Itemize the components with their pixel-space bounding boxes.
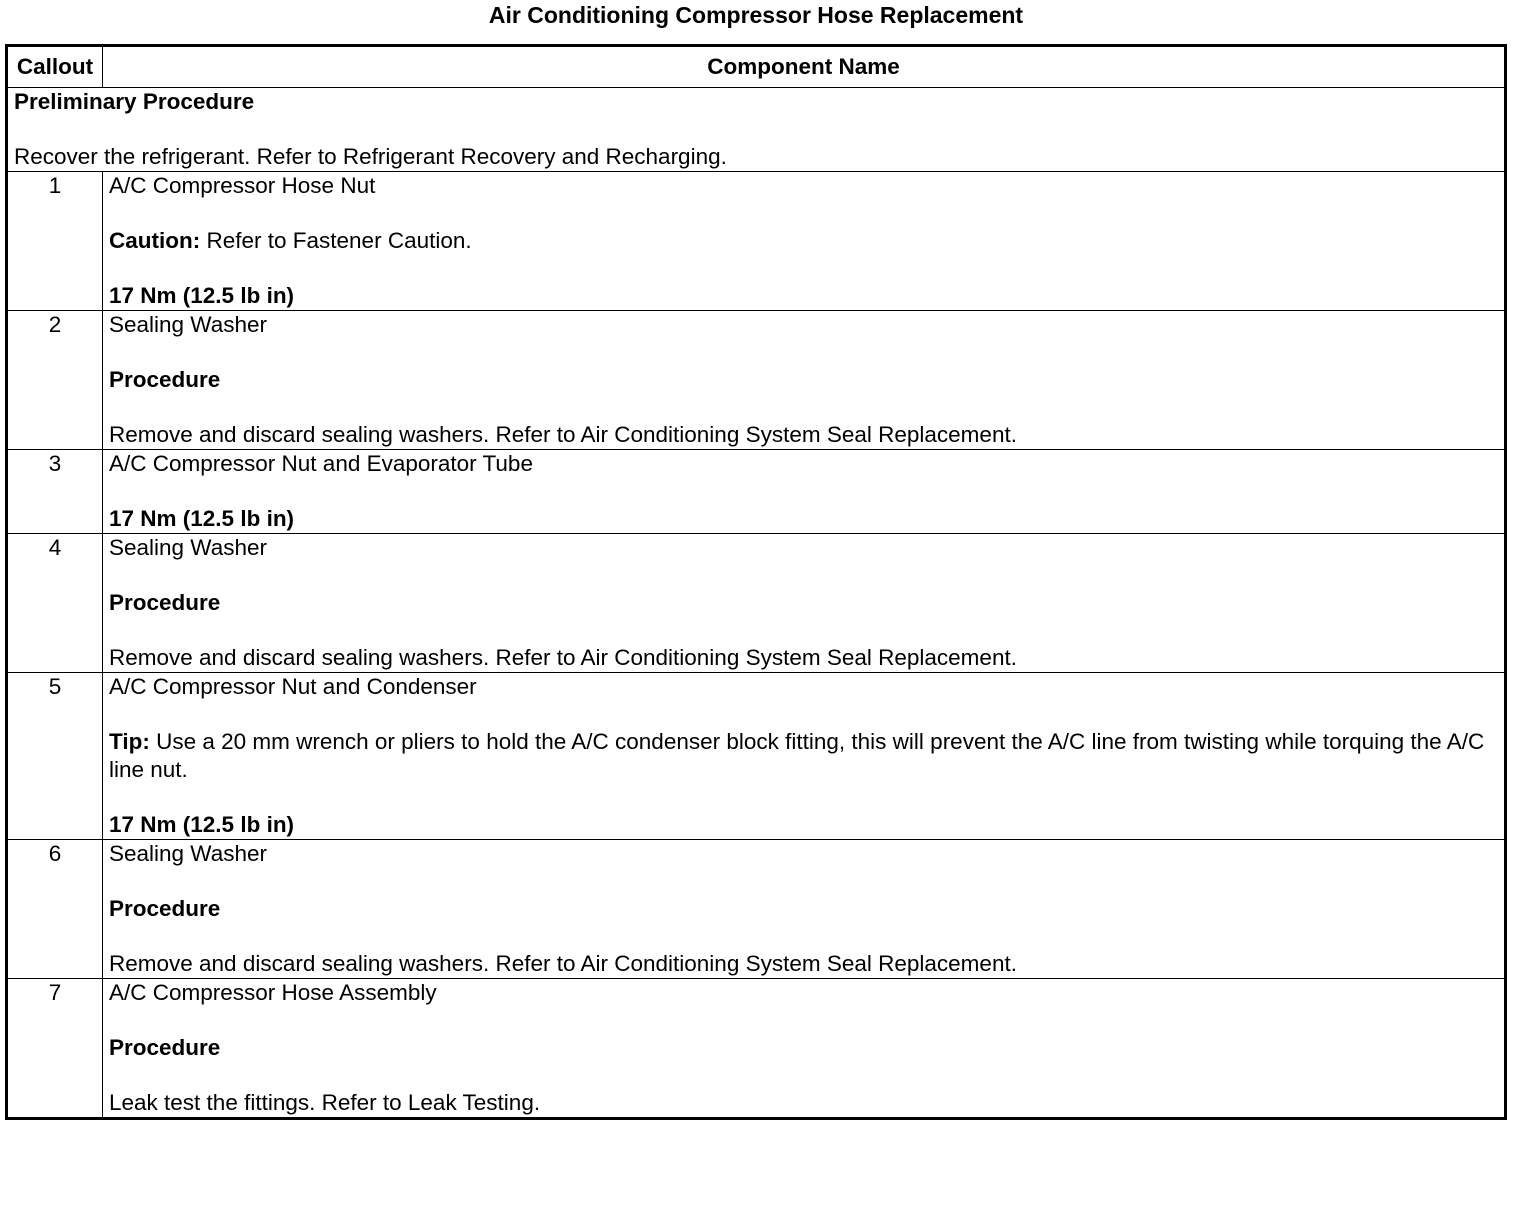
preliminary-procedure-text: Recover the refrigerant. Refer to Refrigerant Recovery and Recharging. bbox=[14, 144, 727, 169]
callout-number: 3 bbox=[7, 450, 103, 534]
component-cell bbox=[103, 979, 1506, 1119]
procedure-label: Procedure bbox=[109, 590, 221, 615]
table-row bbox=[7, 673, 1506, 840]
component-cell bbox=[103, 311, 1506, 450]
procedure-text: Remove and discard sealing washers. Refer to Air Conditioning System Seal Replacement. bbox=[109, 951, 1017, 976]
procedure-table bbox=[5, 44, 1507, 1120]
table-row bbox=[7, 534, 1506, 673]
callout-number: 2 bbox=[7, 311, 103, 450]
caution-note bbox=[109, 227, 1498, 255]
caution-label: Caution: bbox=[109, 228, 201, 253]
procedure-text: Remove and discard sealing washers. Refer to Air Conditioning System Seal Replacement. bbox=[109, 645, 1017, 670]
component-name: Sealing Washer bbox=[109, 841, 267, 866]
callout-number: 1 bbox=[7, 172, 103, 311]
preliminary-procedure-row bbox=[7, 88, 1506, 172]
component-name-column-header: Component Name bbox=[103, 46, 1506, 88]
torque-spec: 17 Nm (12.5 lb in) bbox=[109, 283, 295, 308]
tip-text: Use a 20 mm wrench or pliers to hold the A/C condenser block fitting, this will prevent the A/C line from twisting while torquing the A/C line nut. bbox=[109, 729, 1485, 782]
torque-spec: 17 Nm (12.5 lb in) bbox=[109, 812, 295, 837]
component-name: A/C Compressor Nut and Condenser bbox=[109, 674, 477, 699]
procedure-text: Leak test the fittings. Refer to Leak Testing. bbox=[109, 1090, 541, 1115]
table-row bbox=[7, 979, 1506, 1119]
procedure-label: Procedure bbox=[109, 896, 221, 921]
caution-text: Refer to Fastener Caution. bbox=[200, 228, 472, 253]
component-name: Sealing Washer bbox=[109, 312, 267, 337]
table-row bbox=[7, 172, 1506, 311]
component-cell bbox=[103, 840, 1506, 979]
table-header-row bbox=[7, 46, 1506, 88]
component-cell bbox=[103, 534, 1506, 673]
component-cell bbox=[103, 172, 1506, 311]
table-row bbox=[7, 450, 1506, 534]
callout-number: 5 bbox=[7, 673, 103, 840]
callout-column-header: Callout bbox=[7, 46, 103, 88]
tip-label: Tip: bbox=[109, 729, 150, 754]
page-title: Air Conditioning Compressor Hose Replacement bbox=[488, 2, 1024, 28]
component-name: A/C Compressor Hose Nut bbox=[109, 173, 376, 198]
callout-number: 6 bbox=[7, 840, 103, 979]
component-name: A/C Compressor Hose Assembly bbox=[109, 980, 437, 1005]
procedure-label: Procedure bbox=[109, 367, 221, 392]
tip-note bbox=[109, 728, 1498, 784]
component-cell bbox=[103, 673, 1506, 840]
callout-number: 4 bbox=[7, 534, 103, 673]
component-name: Sealing Washer bbox=[109, 535, 267, 560]
component-name: A/C Compressor Nut and Evaporator Tube bbox=[109, 451, 533, 476]
preliminary-procedure-heading: Preliminary Procedure bbox=[14, 89, 255, 114]
procedure-text: Remove and discard sealing washers. Refer to Air Conditioning System Seal Replacement. bbox=[109, 422, 1017, 447]
torque-spec: 17 Nm (12.5 lb in) bbox=[109, 506, 295, 531]
callout-number: 7 bbox=[7, 979, 103, 1119]
procedure-label: Procedure bbox=[109, 1035, 221, 1060]
component-cell bbox=[103, 450, 1506, 534]
table-row bbox=[7, 840, 1506, 979]
table-row bbox=[7, 311, 1506, 450]
preliminary-procedure-cell bbox=[7, 88, 1506, 172]
